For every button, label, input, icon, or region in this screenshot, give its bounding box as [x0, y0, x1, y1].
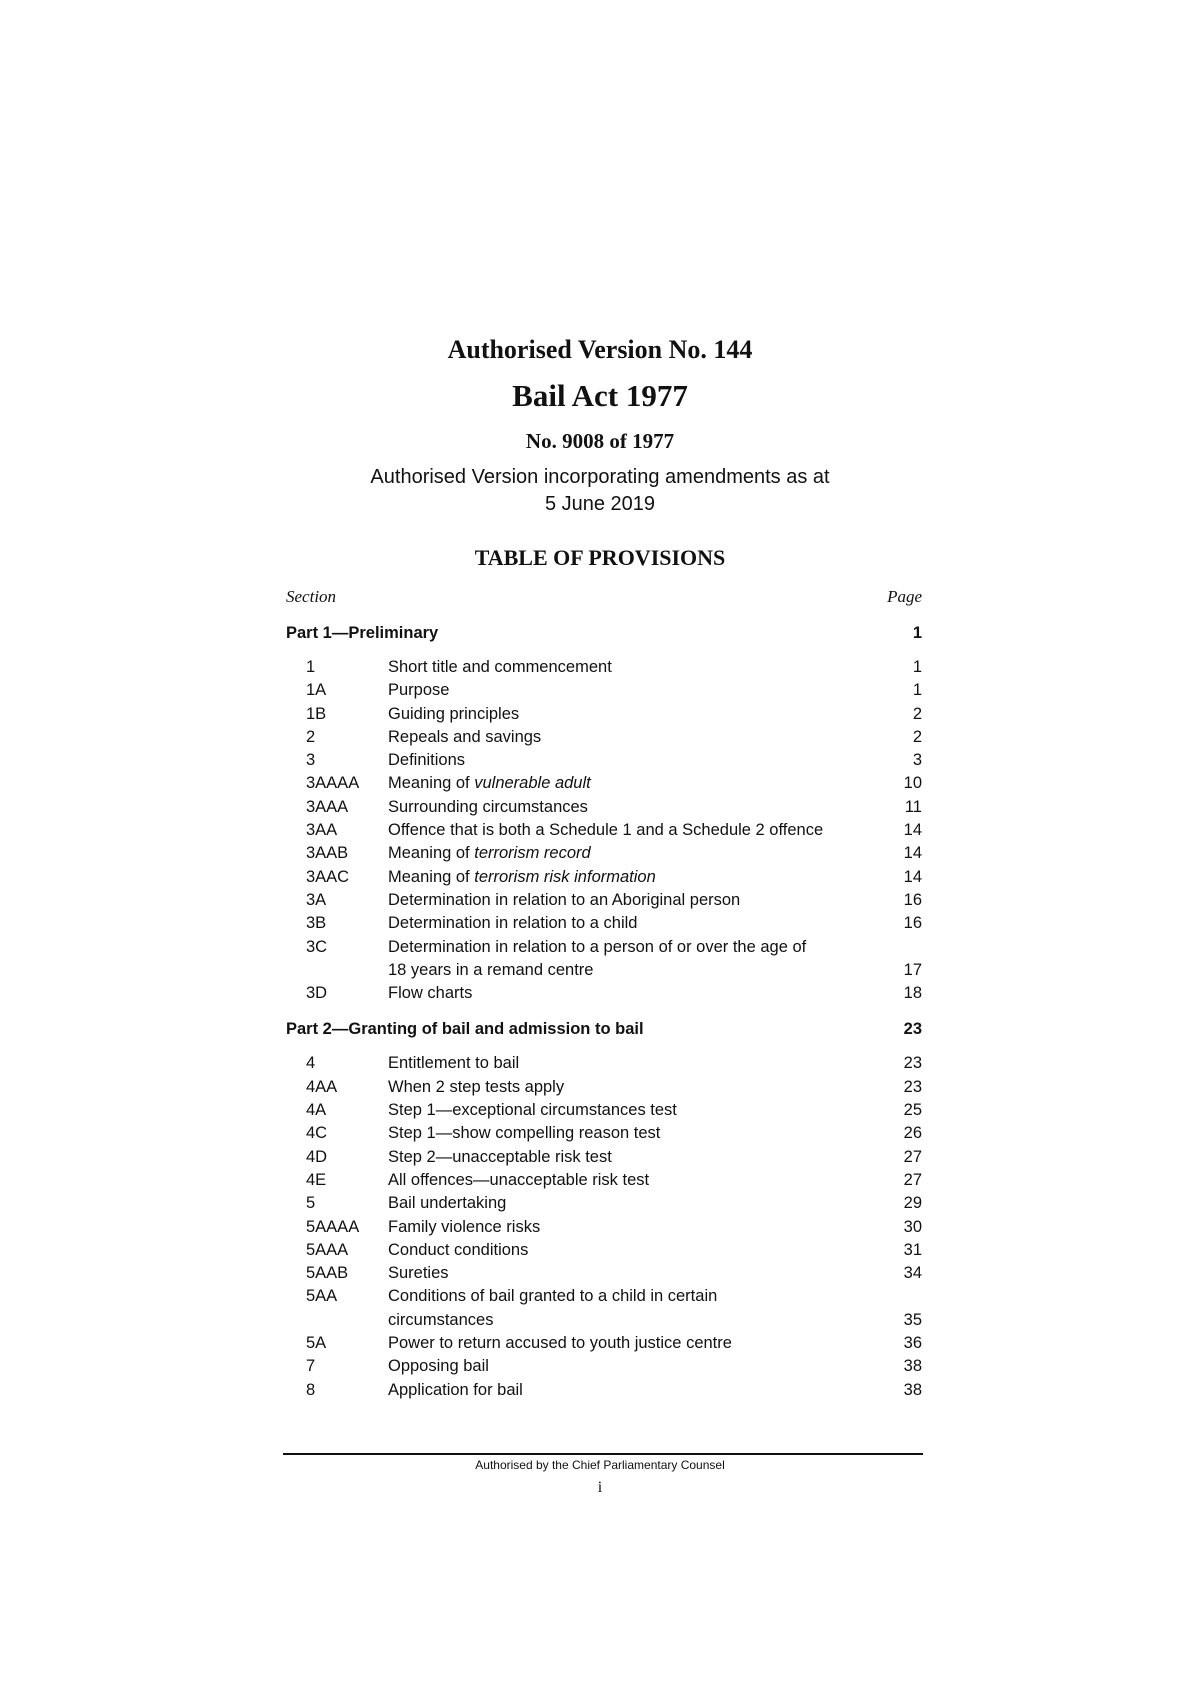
part-page: 23 — [903, 1020, 922, 1039]
section-page: 14 — [903, 867, 922, 886]
footer-authorised-by: Authorised by the Chief Parliamentary Counsel — [475, 1458, 725, 1472]
toc-entry[interactable] — [286, 1239, 922, 1262]
section-title — [388, 749, 886, 772]
document-header — [0, 330, 1200, 518]
toc-entry[interactable] — [286, 1192, 922, 1215]
section-title — [388, 1122, 886, 1145]
section-number: 3 — [306, 751, 316, 770]
section-title — [388, 819, 886, 842]
part-title: Part 2—Granting of bail and admission to bail — [286, 1020, 644, 1039]
section-number: 7 — [306, 1357, 316, 1376]
section-page: 23 — [903, 1077, 922, 1096]
section-title — [388, 726, 886, 749]
section-title — [388, 703, 886, 726]
section-title-line: Bail undertaking — [388, 1194, 507, 1213]
section-title-line: Determination in relation to a child — [388, 914, 638, 933]
section-page: 1 — [912, 658, 922, 676]
part-title: Part 1—Preliminary — [286, 624, 439, 642]
section-title — [388, 1192, 886, 1215]
toc-part-heading[interactable] — [286, 1018, 922, 1040]
section-column-label: Section — [286, 587, 337, 606]
toc-entry[interactable] — [286, 772, 922, 795]
section-title-line: Opposing bail — [388, 1357, 489, 1376]
section-title — [388, 889, 886, 912]
section-title-line: Power to return accused to youth justice centre — [388, 1334, 732, 1353]
authorised-version-note — [0, 464, 1200, 518]
section-page: 16 — [903, 914, 922, 933]
toc-entry[interactable] — [286, 819, 922, 842]
section-page: 25 — [903, 1101, 922, 1120]
section-page: 16 — [903, 890, 922, 909]
toc-entry[interactable] — [286, 1216, 922, 1239]
section-title-line: Definitions — [388, 751, 466, 770]
section-number: 3D — [306, 984, 328, 1003]
page-number: i — [597, 1479, 603, 1496]
section-page: 36 — [903, 1334, 922, 1353]
toc-entry[interactable] — [286, 842, 922, 865]
section-number: 4A — [306, 1101, 327, 1120]
section-title-defined-term: terrorism record — [474, 844, 591, 863]
toc-entry[interactable] — [286, 1052, 922, 1075]
toc-entry[interactable] — [286, 1285, 922, 1332]
section-title — [388, 866, 886, 889]
toc-entry[interactable] — [286, 726, 922, 749]
section-title — [388, 1146, 886, 1169]
toc-entry[interactable] — [286, 1262, 922, 1285]
toc-entry[interactable] — [286, 796, 922, 819]
section-number: 4AA — [306, 1077, 338, 1096]
part-page: 1 — [912, 624, 922, 642]
section-title — [388, 656, 886, 679]
toc-column-headers — [286, 586, 922, 608]
section-page: 38 — [903, 1380, 922, 1399]
section-title — [388, 982, 886, 1005]
section-title-line: Step 2—unacceptable risk test — [388, 1147, 612, 1166]
section-number: 5AAA — [306, 1240, 349, 1259]
section-number: 4E — [306, 1170, 327, 1189]
toc-entries — [286, 1052, 922, 1401]
section-title — [388, 912, 886, 935]
section-title — [388, 1262, 886, 1285]
section-title-line: All offences—unacceptable risk test — [388, 1170, 650, 1189]
section-page: 11 — [904, 797, 922, 816]
section-title — [388, 1379, 886, 1402]
page-column-label: Page — [887, 587, 922, 606]
section-number: 3AAAA — [306, 774, 360, 793]
section-title-defined-term: vulnerable adult — [474, 774, 591, 793]
section-page: 35 — [903, 1310, 922, 1329]
toc-entry[interactable] — [286, 866, 922, 889]
section-title — [388, 1355, 886, 1378]
section-title-line: Conduct conditions — [388, 1240, 529, 1259]
section-number: 2 — [306, 727, 316, 746]
act-number: No. 9008 of 1977 — [525, 429, 675, 453]
section-title-line: Surrounding circumstances — [388, 797, 588, 816]
section-number: 3B — [306, 914, 327, 933]
section-title-line: Conditions of bail granted to a child in certain — [388, 1287, 718, 1306]
section-title-text: Meaning of — [388, 774, 475, 793]
section-title — [388, 1332, 886, 1355]
section-page: 2 — [912, 704, 922, 723]
section-number: 1 — [306, 658, 316, 676]
section-number: 3AA — [306, 821, 338, 840]
section-number: 1A — [306, 681, 327, 700]
toc-entry[interactable] — [286, 1355, 922, 1378]
section-title — [388, 1099, 886, 1122]
section-page: 29 — [903, 1194, 922, 1213]
section-title — [388, 796, 886, 819]
section-page: 23 — [903, 1054, 922, 1073]
toc-entry[interactable] — [286, 656, 922, 679]
toc-entry[interactable] — [286, 1099, 922, 1122]
toc-parts — [286, 622, 922, 1402]
section-page: 1 — [912, 681, 922, 700]
section-page: 10 — [903, 774, 922, 793]
section-title — [388, 936, 886, 983]
section-page: 26 — [903, 1124, 922, 1143]
section-title — [388, 842, 886, 865]
section-number: 5 — [306, 1194, 316, 1213]
section-page: 31 — [903, 1240, 922, 1259]
section-title — [388, 1052, 886, 1075]
section-number: 3A — [306, 890, 327, 909]
section-number: 5AAB — [306, 1264, 349, 1283]
toc-entry[interactable] — [286, 1169, 922, 1192]
section-title-line: Determination in relation to a person of or over the age of — [388, 937, 807, 956]
toc-entry[interactable] — [286, 1379, 922, 1402]
section-title-line: Repeals and savings — [388, 727, 542, 746]
section-page: 27 — [903, 1170, 922, 1189]
section-page: 18 — [903, 984, 922, 1003]
section-number: 5AAAA — [306, 1217, 360, 1236]
toc-entry[interactable] — [286, 703, 922, 726]
section-title — [388, 1076, 886, 1099]
section-page: 27 — [903, 1147, 922, 1166]
toc-entry[interactable] — [286, 936, 922, 983]
section-title-line: Purpose — [388, 681, 450, 700]
section-number: 3AAC — [306, 867, 350, 886]
authorised-version-line-1: Authorised Version incorporating amendments as at — [370, 466, 830, 488]
section-number: 1B — [306, 704, 327, 723]
toc-entry[interactable] — [286, 749, 922, 772]
section-number: 3AAB — [306, 844, 349, 863]
section-title-line: Determination in relation to an Aboriginal person — [388, 890, 741, 909]
section-title — [388, 1216, 886, 1239]
toc-heading: TABLE OF PROVISIONS — [474, 545, 726, 570]
section-title — [388, 1239, 886, 1262]
section-title — [388, 1169, 886, 1192]
section-title-line: Step 1—show compelling reason test — [388, 1124, 661, 1143]
toc-entry[interactable] — [286, 912, 922, 935]
section-page: 3 — [912, 751, 922, 770]
section-title-line: Guiding principles — [388, 704, 520, 723]
section-number: 8 — [306, 1380, 316, 1399]
toc-entry[interactable] — [286, 1332, 922, 1355]
version-title: Authorised Version No. 144 — [447, 335, 753, 364]
section-page: 14 — [903, 844, 922, 863]
toc-entry[interactable] — [286, 1122, 922, 1145]
toc-entry[interactable] — [286, 679, 922, 702]
section-title — [388, 772, 886, 795]
section-title-text: Meaning of — [388, 844, 475, 863]
section-title-line: Sureties — [388, 1264, 449, 1283]
section-number: 4D — [306, 1147, 328, 1166]
section-title-line: 18 years in a remand centre — [388, 960, 594, 979]
section-title-line: Offence that is both a Schedule 1 and a Schedule 2 offence — [388, 821, 824, 840]
table-of-provisions — [286, 586, 922, 1402]
section-title-line: Flow charts — [388, 984, 473, 1003]
section-page: 30 — [903, 1217, 922, 1236]
section-number: 3C — [306, 937, 328, 956]
toc-part-heading[interactable] — [286, 622, 922, 644]
toc-entries — [286, 656, 922, 1005]
toc-entry[interactable] — [286, 889, 922, 912]
section-page: 34 — [903, 1264, 922, 1283]
toc-entry[interactable] — [286, 1146, 922, 1169]
section-number: 5A — [306, 1334, 327, 1353]
section-number: 4C — [306, 1124, 328, 1143]
toc-entry[interactable] — [286, 1076, 922, 1099]
section-number: 4 — [306, 1054, 316, 1073]
toc-entry[interactable] — [286, 982, 922, 1005]
authorised-version-date: 5 June 2019 — [544, 493, 656, 515]
section-number: 3AAA — [306, 797, 349, 816]
section-title-text: Meaning of — [388, 867, 475, 886]
section-title-line: Family violence risks — [388, 1217, 541, 1236]
section-page: 2 — [912, 727, 922, 746]
section-title-defined-term: terrorism risk information — [474, 867, 656, 886]
section-title-line: circumstances — [388, 1310, 494, 1329]
section-page: 17 — [903, 960, 922, 979]
footer-rule — [283, 1453, 923, 1455]
section-title-line: When 2 step tests apply — [388, 1077, 565, 1096]
section-title — [388, 679, 886, 702]
section-title-line: Entitlement to bail — [388, 1054, 520, 1073]
act-title: Bail Act 1977 — [512, 378, 688, 413]
section-number: 5AA — [306, 1287, 338, 1306]
section-page: 14 — [903, 821, 922, 840]
section-page: 38 — [903, 1357, 922, 1376]
section-title-line: Application for bail — [388, 1380, 523, 1399]
section-title-line: Step 1—exceptional circumstances test — [388, 1101, 677, 1120]
section-title-line: Short title and commencement — [388, 658, 612, 676]
section-title — [388, 1285, 886, 1332]
